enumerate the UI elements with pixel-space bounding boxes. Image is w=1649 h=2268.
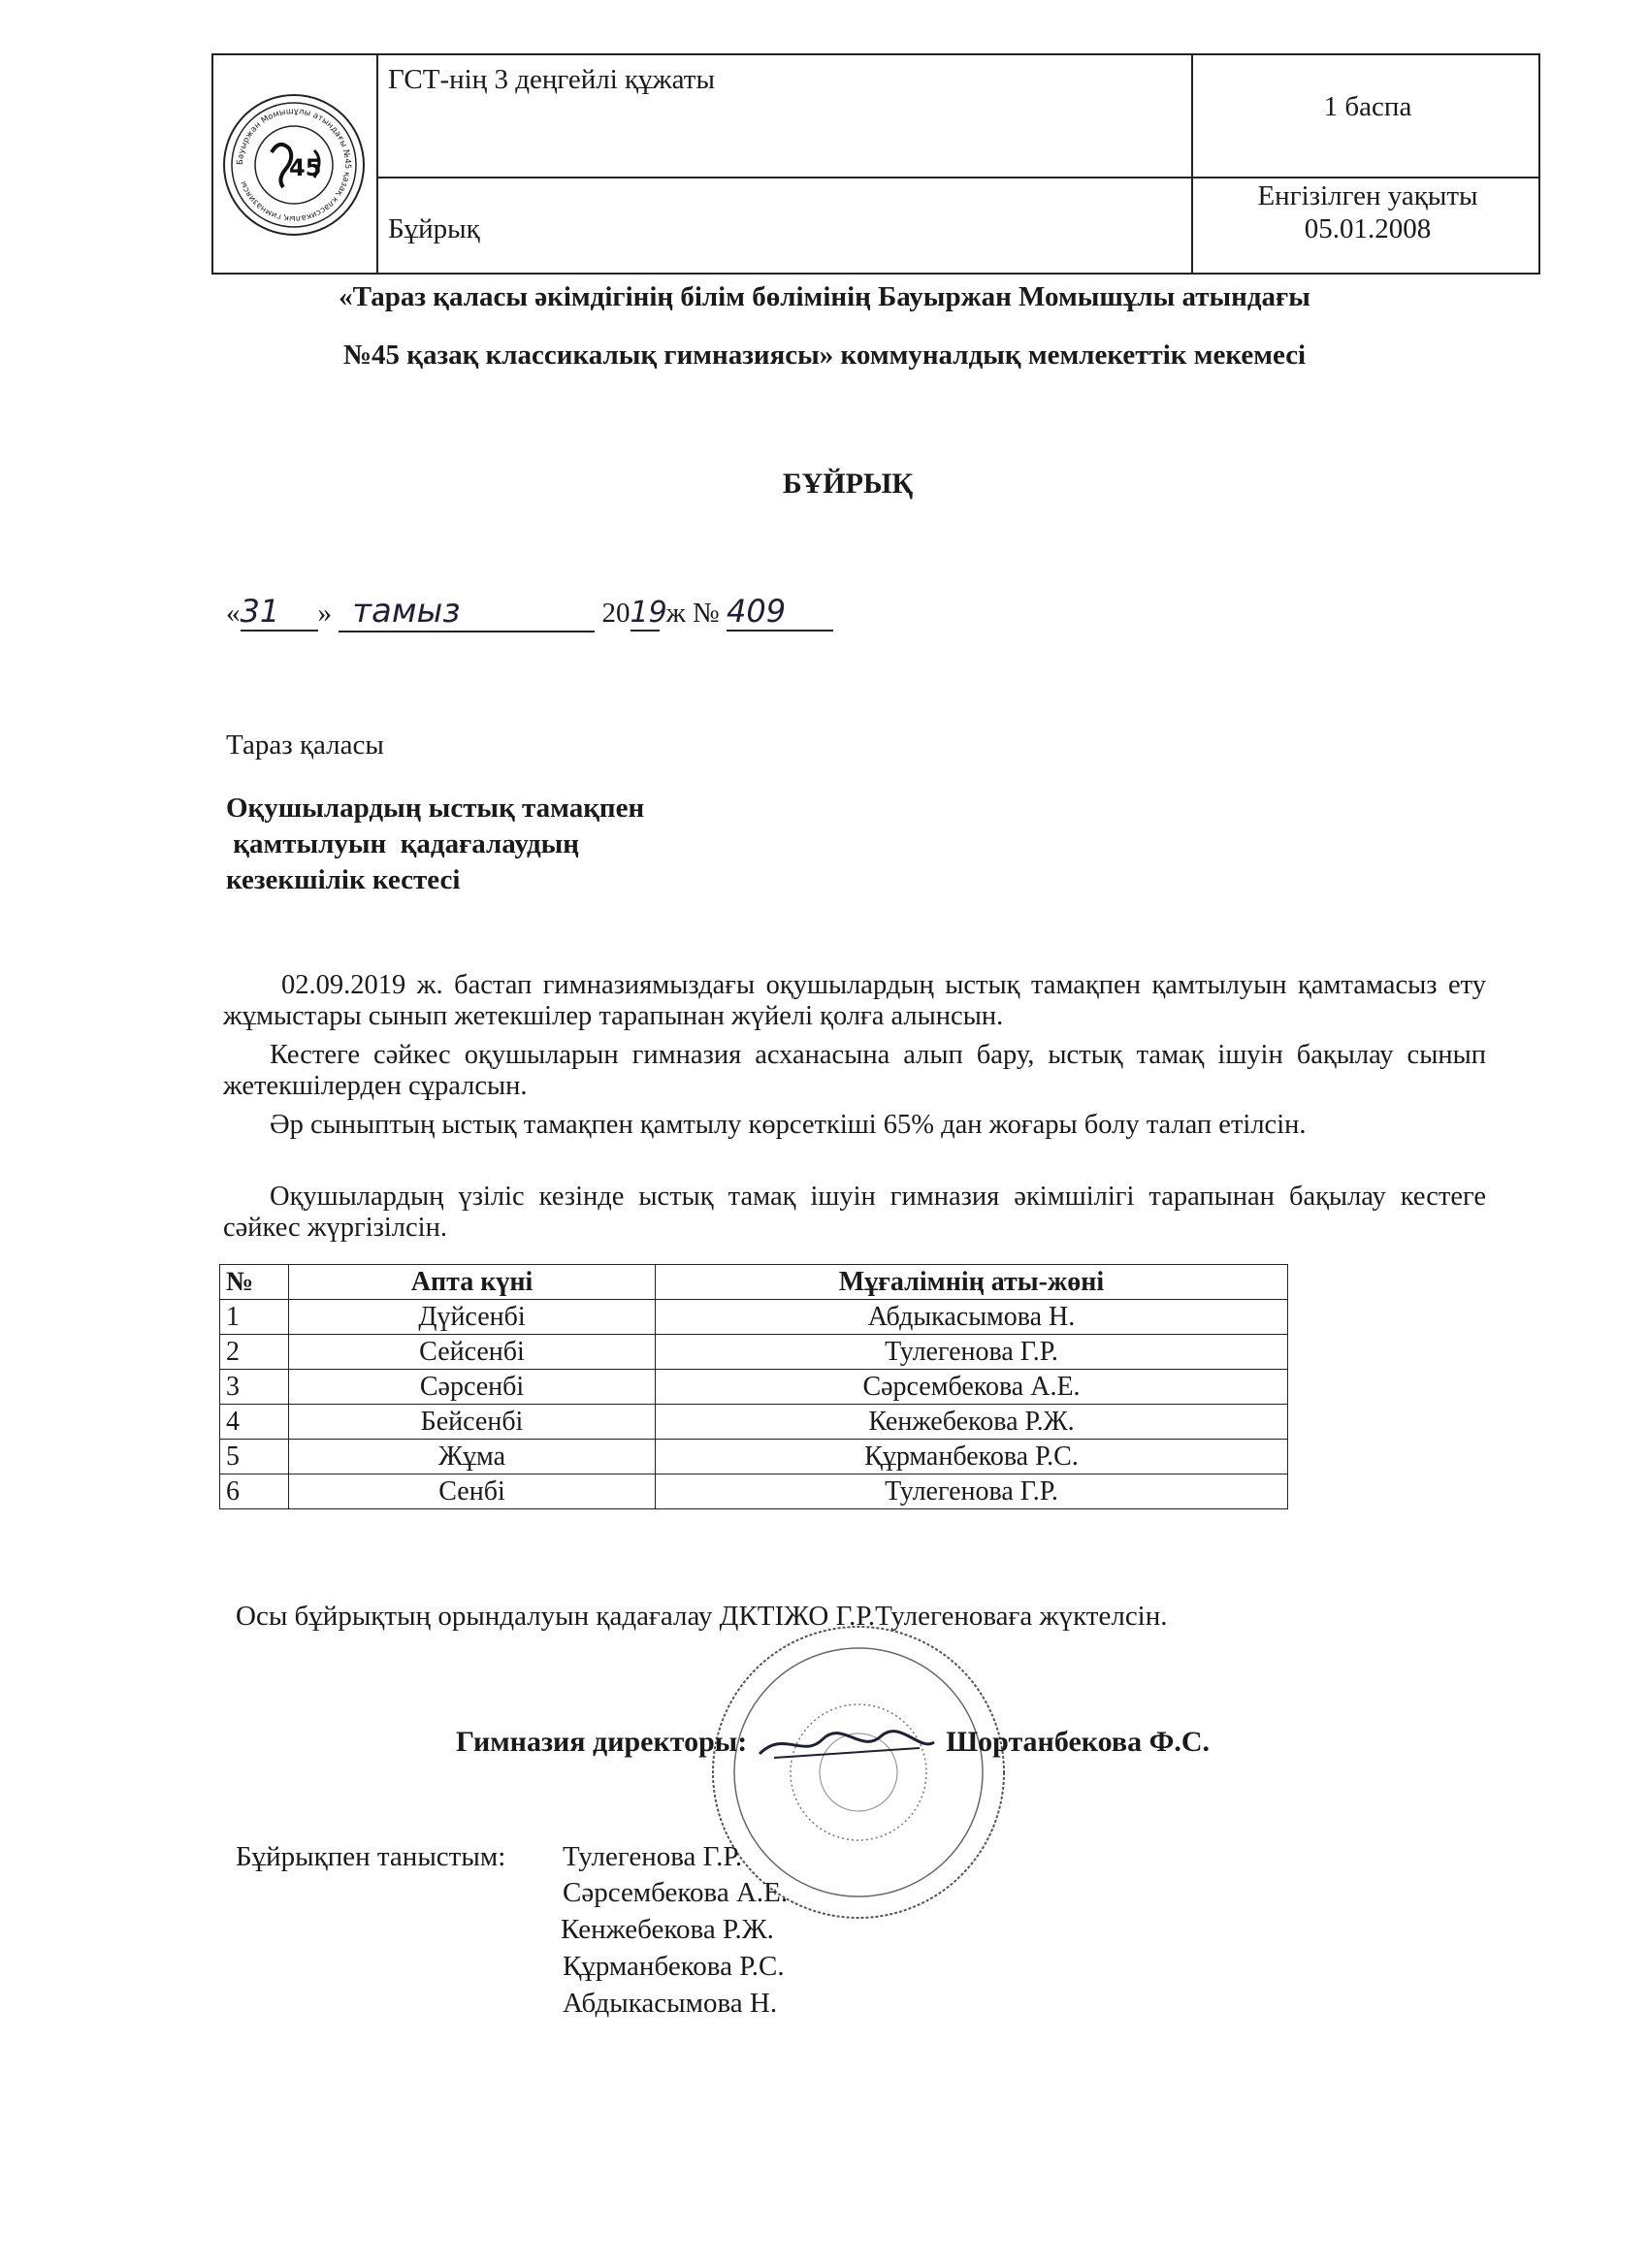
subject-line3: кезекшілік кестесі bbox=[226, 864, 461, 895]
svg-text:Бауыржан Момышұлы атындағы №45: Бауыржан Момышұлы атындағы №45 қазақ классикалық гимназиясы bbox=[235, 106, 353, 224]
col-header-teacher: Мұғалімнің аты-жөні bbox=[656, 1265, 1288, 1300]
year-prefix: 20 bbox=[601, 598, 630, 629]
table-row: 4 Бейсенбі Кенжебекова Р.Ж. bbox=[220, 1405, 1288, 1440]
doc-type-label: Бұйрық bbox=[388, 213, 480, 244]
paragraph-4: Оқушылардың үзіліс кезінде ыстық тамақ ішуін гимназия әкімшілігі тарапынан бақылау кестеге сәйкес жүргізілсін. bbox=[223, 1182, 1486, 1243]
school-logo-seal bbox=[221, 92, 367, 238]
col-header-weekday: Апта күні bbox=[289, 1265, 656, 1300]
table-row: 3 Сәрсенбі Сәрсембекова А.Е. bbox=[220, 1370, 1288, 1405]
order-day: 31 bbox=[241, 593, 318, 632]
org-name-line2: №45 қазақ классикалық гимназиясы» коммуналдық мемлекеттік мекемесі bbox=[342, 340, 1307, 371]
handwritten-signature bbox=[755, 1725, 939, 1764]
header-table bbox=[211, 53, 1540, 275]
table-row: 6 Сенбі Тулегенова Г.Р. bbox=[220, 1474, 1288, 1509]
order-month: тамыз bbox=[339, 592, 595, 632]
acknowledged-name-4: Құрманбекова Р.С. bbox=[563, 1951, 785, 1982]
edition-label: 1 баспа bbox=[1323, 91, 1412, 122]
org-name-line1: «Тараз қаласы әкімдігінің білім бөлімінің Бауыржан Момышұлы атындағы bbox=[339, 281, 1310, 312]
year-suffix: 19 bbox=[630, 596, 667, 630]
subject-line1: Оқушылардың ыстық тамақпен bbox=[226, 793, 645, 824]
control-clause: Осы бұйрықтың орындалуын қадағалау ДКТІЖО Г.Р.Тулегеноваға жүктелсін. bbox=[236, 1601, 1168, 1632]
introduced-date: 05.01.2008 bbox=[1304, 213, 1432, 244]
table-row: 2 Сейсенбі Тулегенова Г.Р. bbox=[220, 1335, 1288, 1370]
svg-text:45: 45 bbox=[289, 154, 322, 181]
doc-level-label: ГСТ-нің 3 деңгейлі құжаты bbox=[388, 64, 715, 95]
acknowledged-label: Бұйрықпен таныстым: bbox=[236, 1841, 506, 1872]
col-header-number: № bbox=[220, 1265, 289, 1300]
subject bbox=[226, 791, 644, 898]
subject-line2: қамтылуын қадағалаудың bbox=[226, 828, 580, 859]
year-number-label: ж № bbox=[665, 598, 720, 629]
acknowledged-name-3: Кенжебекова Р.Ж. bbox=[561, 1914, 774, 1945]
table-row: 1 Дүйсенбі Абдыкасымова Н. bbox=[220, 1300, 1288, 1335]
date-line bbox=[226, 592, 833, 632]
acknowledged-name-2: Сәрсембекова А.Е. bbox=[563, 1877, 789, 1908]
table-row: 5 Жұма Құрманбекова Р.С. bbox=[220, 1440, 1288, 1474]
duty-table bbox=[219, 1264, 1288, 1509]
paragraph-1: 02.09.2019 ж. бастап гимназиямыздағы оқушылардың ыстық тамақпен қамтылуын қамтамасыз ету жұмыстары сынып жетекшілер тарапынан жүйелі қолға алынсын. bbox=[223, 970, 1486, 1031]
paragraph-3: Әр сыныптың ыстық тамақпен қамтылу көрсеткіші 65% дан жоғары болу талап етілсін. bbox=[270, 1110, 1307, 1140]
table-header-row bbox=[220, 1265, 1288, 1300]
acknowledged-name-1: Тулегенова Г.Р. bbox=[563, 1841, 743, 1872]
director-name: Шортанбекова Ф.С. bbox=[946, 1725, 1211, 1758]
quote-open: « bbox=[226, 598, 241, 629]
signature-line bbox=[456, 1725, 1426, 1764]
paragraph-2: Кестеге сәйкес оқушыларын гимназия асханасына алып бару, ыстық тамақ ішуін бақылау сынып жетекшілерден сұралсын. bbox=[223, 1040, 1486, 1101]
order-number: 409 bbox=[727, 593, 833, 632]
signature-label: Гимназия директоры: bbox=[456, 1725, 748, 1758]
introduced-label: Енгізілген уақыты bbox=[1257, 180, 1478, 211]
order-title: БҰЙРЫҚ bbox=[782, 468, 914, 500]
city: Тараз қаласы bbox=[226, 729, 384, 761]
acknowledged-name-5: Абдыкасымова Н. bbox=[563, 1988, 778, 2019]
quote-close: » bbox=[317, 598, 332, 629]
